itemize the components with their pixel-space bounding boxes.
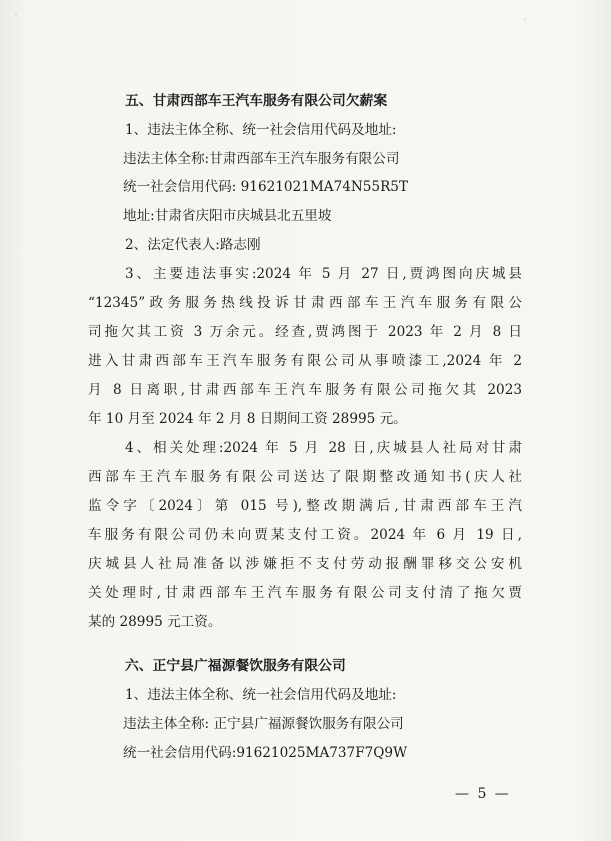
facts-line: 司拖欠其工资 3 万余元。经查,贾鸿图于 2023 年 2 月 8 日 <box>88 324 522 340</box>
handling-line: 某的 28995 元工资。 <box>88 614 222 630</box>
scan-speck <box>524 18 526 20</box>
facts-line: 年 10 月至 2024 年 2 月 8 日期间工资 28995 元。 <box>88 411 407 427</box>
facts-line: “12345”政务服务热线投诉甘肃西部车王汽车服务有限公 <box>88 295 522 311</box>
page-number: — 5 — <box>455 786 511 802</box>
handling-line: 关处理时,甘肃西部车王汽车服务有限公司支付清了拖欠贾 <box>88 585 522 601</box>
section-5-credit-code: 统一社会信用代码: 91621021MA74N55R5T <box>123 179 409 195</box>
section-5-entity-name: 违法主体全称:甘肃西部车王汽车服务有限公司 <box>123 151 400 167</box>
section-6-credit-code: 统一社会信用代码:91621025MA737F7Q9W <box>123 745 408 761</box>
section-5-item-1-heading: 1、违法主体全称、统一社会信用代码及地址: <box>125 122 397 138</box>
facts-line: 进入甘肃西部车王汽车服务有限公司从事喷漆工,2024 年 2 <box>88 353 522 369</box>
section-5-title: 五、甘肃西部车王汽车服务有限公司欠薪案 <box>125 93 388 109</box>
handling-line: 4、相关处理:2024 年 5 月 28 日,庆城县人社局对甘肃 <box>125 440 522 456</box>
section-6-entity-name: 违法主体全称: 正宁县广福源餐饮服务有限公司 <box>123 716 404 732</box>
handling-line: 庆城县人社局准备以涉嫌拒不支付劳动报酬罪移交公安机 <box>88 556 522 572</box>
section-6-title: 六、正宁县广福源餐饮服务有限公司 <box>125 658 346 674</box>
section-6-item-1-heading: 1、违法主体全称、统一社会信用代码及地址: <box>125 687 397 703</box>
section-5-legal-representative: 2、法定代表人:路志刚 <box>125 237 261 253</box>
handling-line: 监令字〔2024〕第 015 号),整改期满后,甘肃西部车王汽 <box>88 498 522 514</box>
scan-speck <box>15 14 17 16</box>
section-5-address: 地址:甘肃省庆阳市庆城县北五里坡 <box>123 208 332 224</box>
handling-line: 车服务有限公司仍未向贾某支付工资。2024 年 6 月 19 日, <box>88 527 522 543</box>
facts-line: 月 8 日离职,甘肃西部车王汽车服务有限公司拖欠其 2023 <box>88 382 522 398</box>
facts-line: 3、主要违法事实:2024 年 5 月 27 日,贾鸿图向庆城县 <box>125 266 522 282</box>
handling-line: 西部车王汽车服务有限公司送达了限期整改通知书(庆人社 <box>88 469 522 485</box>
